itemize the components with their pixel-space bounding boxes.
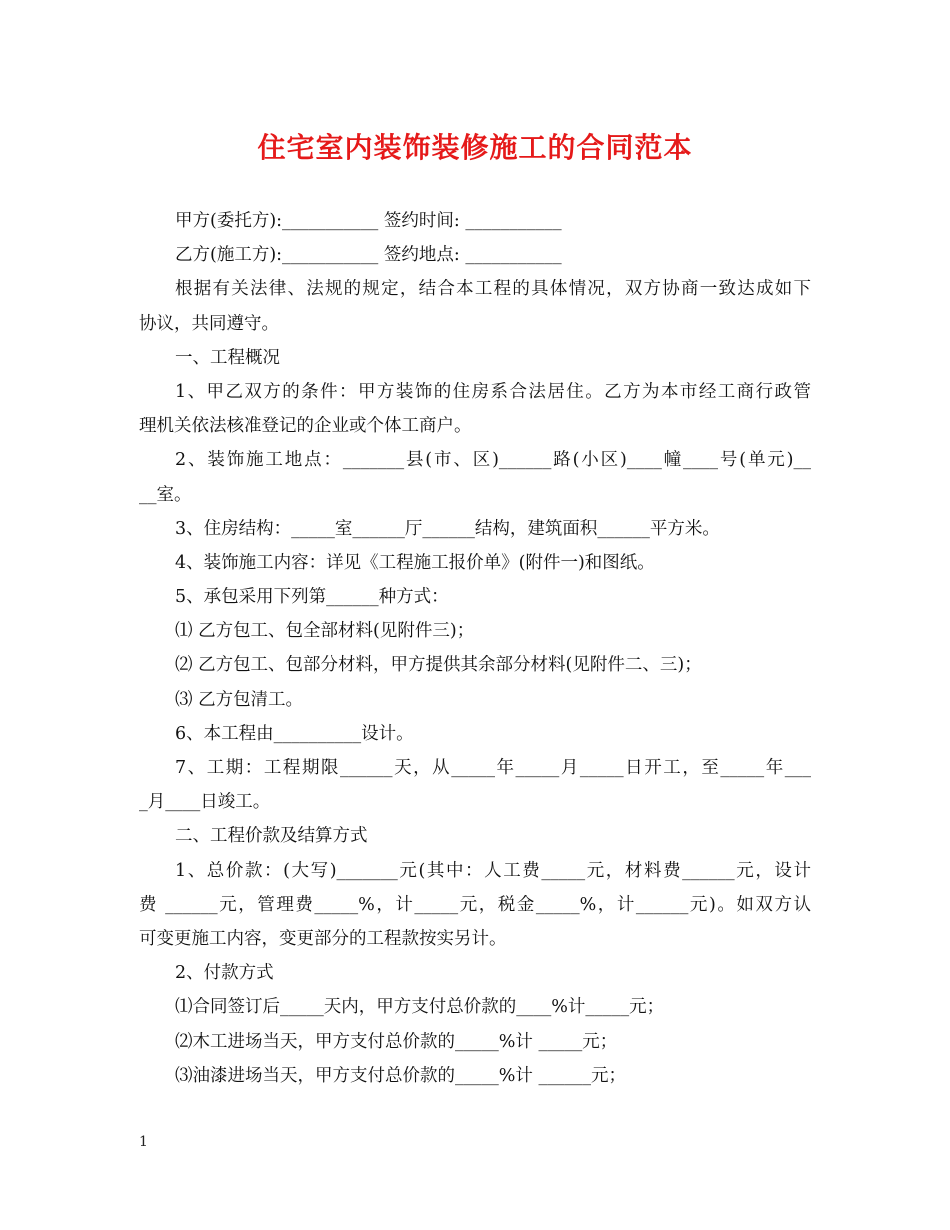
clause-2-1-line-2: 费 ______元，管理费_____%，计_____元，税金_____%，计______元)。如双方认 — [139, 894, 811, 915]
clause-2-2-heading: 2、付款方式 — [175, 963, 274, 984]
option-1: ⑴ 乙方包工、包全部材料(见附件三)； — [175, 621, 475, 642]
preamble-line-2: 协议，共同遵守。 — [139, 313, 279, 334]
option-3: ⑶ 乙方包清工。 — [175, 689, 304, 710]
option-2: ⑵ 乙方包工、包部分材料，甲方提供其余部分材料(见附件二、三)； — [175, 655, 702, 676]
clause-1-5: 5、承包采用下列第______种方式： — [175, 587, 449, 608]
clause-1-7-line-1: 7、工期：工程期限______天，从_____年_____月_____日开工，至_____年___ — [175, 758, 811, 778]
clause-1-2-line-2: __室。 — [139, 484, 192, 505]
clause-2-1-line-3: 可变更施工内容，变更部分的工程款按实另计。 — [139, 928, 507, 949]
party-b-line: 乙方(施工方):___________ 签约地点: ___________ — [175, 245, 562, 266]
payment-item-3: ⑶油漆进场当天，甲方支付总价款的_____%计 ______元； — [175, 1065, 626, 1086]
clause-1-1-line-2: 理机关依法核准登记的企业或个体工商户。 — [139, 416, 472, 437]
clause-1-3: 3、住房结构：_____室______厅______结构，建筑面积______平方米。 — [175, 518, 720, 539]
preamble-line-1: 根据有关法律、法规的规定，结合本工程的具体情况，双方协商一致达成如下 — [175, 279, 811, 300]
party-a-line: 甲方(委托方):___________ 签约时间: ___________ — [175, 211, 562, 231]
clause-1-2-line-1: 2、装饰施工地点：_______县(市、区)______路(小区)____幢____号(单元)__ — [175, 450, 811, 471]
clause-1-6: 6、本工程由__________设计。 — [175, 723, 414, 744]
clause-2-1-line-1: 1、总价款：(大写)_______元(其中：人工费_____元，材料费______元，设计 — [175, 860, 811, 881]
payment-item-2: ⑵木工进场当天，甲方支付总价款的_____%计 _____元； — [175, 1031, 618, 1052]
page-number: 1 — [139, 1134, 148, 1150]
clause-1-7-line-2: _月____日竣工。 — [139, 792, 271, 813]
clause-1-1-line-1: 1、甲乙双方的条件：甲方装饰的住房系合法居住。乙方为本市经工商行政管 — [175, 381, 811, 402]
section-2-heading: 二、工程价款及结算方式 — [175, 826, 368, 847]
document-title: 住宅室内装饰装修施工的合同范本 — [257, 131, 693, 164]
contract-body — [139, 204, 811, 1093]
section-1-heading: 一、工程概况 — [175, 347, 280, 368]
clause-1-4: 4、装饰施工内容：详见《工程施工报价单》(附件一)和图纸。 — [175, 552, 655, 573]
payment-item-1: ⑴合同签订后_____天内，甲方支付总价款的____%计_____元； — [175, 997, 665, 1018]
